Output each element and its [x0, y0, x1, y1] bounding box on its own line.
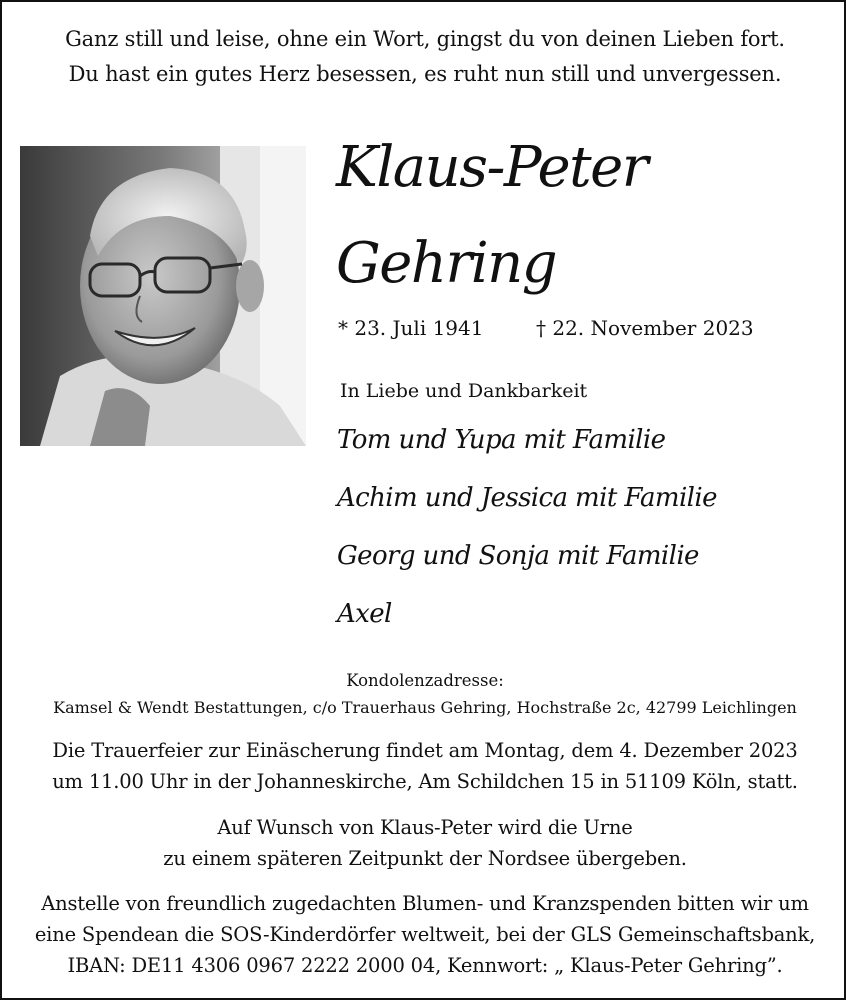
donation-line-1: Anstelle von freundlich zugedachten Blumen- und Kranzspenden bitten wir um: [41, 892, 809, 915]
condolence-heading: Kondolenzadresse:: [346, 671, 504, 690]
ceremony-line-1: Die Trauerfeier zur Einäscherung findet am Montag, dem 4. Dezember 2023: [52, 739, 798, 762]
birth-date: * 23. Juli 1941: [338, 316, 484, 340]
urn-line-1: Auf Wunsch von Klaus-Peter wird die Urne: [217, 816, 633, 839]
verse-line-2: Du hast ein gutes Herz besessen, es ruht nun still und unvergessen.: [68, 62, 782, 86]
ceremony-line-2: um 11.00 Uhr in der Johanneskirche, Am Schildchen 15 in 51109 Köln, statt.: [52, 770, 798, 793]
donation-line-2: eine Spendean die SOS-Kinderdörfer weltweit, bei der GLS Gemeinschaftsbank,: [34, 923, 816, 946]
mourner-name: Tom und Yupa mit Familie: [337, 425, 666, 455]
mourner-name: Achim und Jessica mit Familie: [337, 483, 717, 513]
mourner-name: Axel: [337, 599, 392, 629]
mourner-name: Georg und Sonja mit Familie: [337, 541, 699, 571]
donation-line-3: IBAN: DE11 4306 0967 2222 2000 04, Kennwort: „ Klaus-Peter Gehring”.: [67, 954, 783, 977]
urn-line-2: zu einem späteren Zeitpunkt der Nordsee übergeben.: [163, 847, 687, 870]
verse-line-1: Ganz still und leise, ohne ein Wort, gingst du von deinen Lieben fort.: [65, 27, 785, 51]
portrait-photo: [20, 146, 306, 446]
death-date: † 22. November 2023: [536, 316, 754, 340]
deceased-first-name: Klaus-Peter: [336, 135, 648, 200]
mourners-intro: In Liebe und Dankbarkeit: [340, 380, 588, 402]
condolence-address: Kamsel & Wendt Bestattungen, c/o Trauerhaus Gehring, Hochstraße 2c, 42799 Leichlingen: [53, 698, 797, 717]
deceased-last-name: Gehring: [336, 231, 557, 296]
